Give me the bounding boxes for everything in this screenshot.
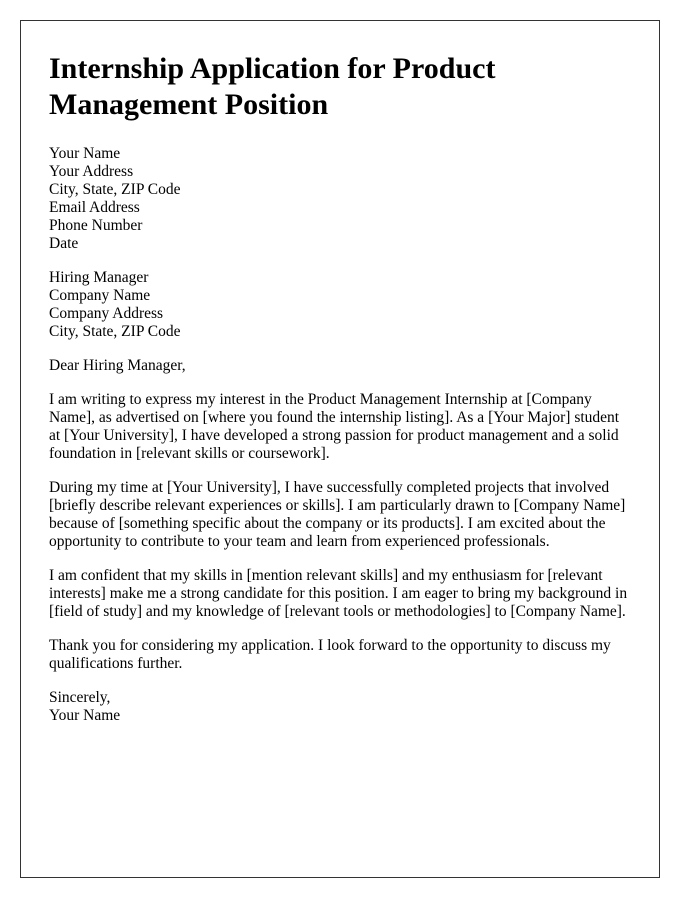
letter-title: Internship Application for Product Management Position <box>49 52 496 121</box>
sender-city-state-zip: City, State, ZIP Code <box>49 181 181 198</box>
sender-address-block <box>49 145 631 253</box>
recipient-city-state-zip: City, State, ZIP Code <box>49 323 181 340</box>
body-paragraph-intro: I am writing to express my interest in the Product Management Internship at [Company Name], as advertised on [where you found the internship listing]. As a [Your Major] student at [Your University], I have developed a strong passion for product management and a solid foundation in [relevant skills or coursework]. <box>49 391 620 462</box>
sender-name: Your Name <box>49 145 121 162</box>
body-paragraph-confidence: I am confident that my skills in [mention relevant skills] and my enthusiasm for [relevant interests] make me a strong candidate for this position. I am eager to bring my background in [field of study] and my knowledge of [relevant tools or methodologies] to [Company Name]. <box>49 567 628 620</box>
recipient-address-block <box>49 269 631 341</box>
letter-date: Date <box>49 235 79 252</box>
salutation: Dear Hiring Manager, <box>49 357 186 374</box>
recipient-company-address: Company Address <box>49 305 164 322</box>
valediction: Sincerely, <box>49 689 111 706</box>
sender-email: Email Address <box>49 199 140 216</box>
recipient-company: Company Name <box>49 287 151 304</box>
closing-block <box>49 689 631 725</box>
sender-phone: Phone Number <box>49 217 143 234</box>
letter-page <box>20 20 660 878</box>
body-paragraph-experience: During my time at [Your University], I have successfully completed projects that involved [briefly describe relevant experiences or skills]. I am particularly drawn to [Company Name] because of [something specific about the company or its products]. I am excited about the opportunity to contribute to your team and learn from experienced professionals. <box>49 479 626 550</box>
sender-address: Your Address <box>49 163 134 180</box>
recipient-title: Hiring Manager <box>49 269 149 286</box>
body-paragraph-thanks: Thank you for considering my application. I look forward to the opportunity to discuss my qualifications further. <box>49 637 611 672</box>
signature-name: Your Name <box>49 707 121 724</box>
